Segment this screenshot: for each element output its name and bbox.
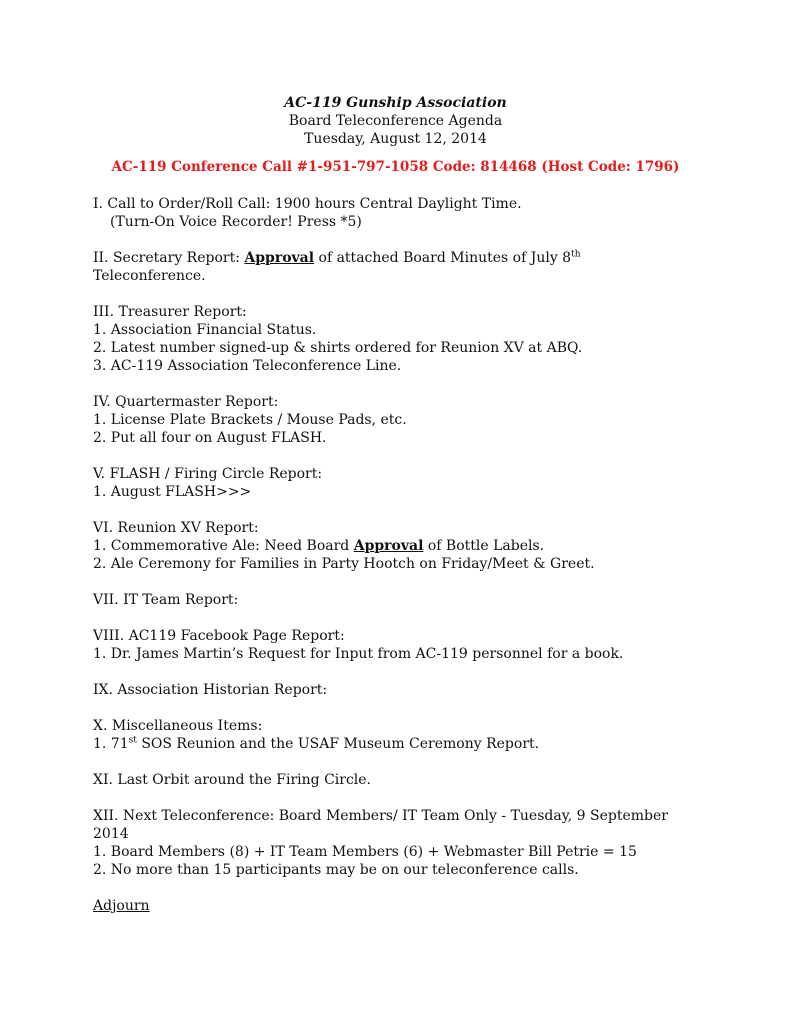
section-next-teleconference [93, 807, 733, 879]
text-fragment: 1. Commemorative Ale: Need Board [93, 538, 354, 554]
list-item: 1. Board Members (8) + IT Team Members (6) + Webmaster Bill Petrie = 15 [93, 844, 637, 860]
conference-call-line: AC-119 Conference Call #1-951-797-1058 Code: 814468 (Host Code: 1796) [111, 159, 680, 175]
association-title: AC-119 Gunship Association [284, 95, 507, 111]
section-heading: VI. Reunion XV Report: [93, 520, 259, 536]
list-item: 2. Ale Ceremony for Families in Party Hootch on Friday/Meet & Greet. [93, 556, 595, 572]
agenda-date: Tuesday, August 12, 2014 [304, 131, 487, 147]
superscript: st [128, 735, 137, 746]
section-heading: III. Treasurer Report: [93, 304, 247, 320]
section-reunion-report [93, 519, 733, 573]
section-heading: XII. Next Teleconference: Board Members/ IT Team Only - Tuesday, 9 September [93, 808, 668, 824]
agenda-body [93, 195, 733, 933]
section-heading-continued: 2014 [93, 826, 129, 842]
section-secretary-report [93, 249, 733, 285]
section-it-team-report [93, 591, 733, 609]
text-fragment: SOS Reunion and the USAF Museum Ceremony Report. [136, 736, 540, 752]
section-heading: IV. Quartermaster Report: [93, 394, 279, 410]
list-item: 3. AC-119 Association Teleconference Line. [93, 358, 402, 374]
list-item: 1. Association Financial Status. [93, 322, 317, 338]
section-line: I. Call to Order/Roll Call: 1900 hours Central Daylight Time. [93, 196, 522, 212]
section-line: (Turn-On Voice Recorder! Press *5) [110, 214, 362, 230]
superscript: th [571, 249, 581, 260]
section-flash-report [93, 465, 733, 501]
list-item: 1. August FLASH>>> [93, 484, 252, 500]
section-miscellaneous [93, 717, 733, 753]
section-heading: V. FLASH / Firing Circle Report: [93, 466, 323, 482]
section-heading [93, 249, 733, 267]
text-fragment: of Bottle Labels. [423, 538, 545, 554]
section-call-to-order [93, 195, 733, 231]
text-fragment: 1. 71 [93, 736, 129, 752]
text-fragment: II. Secretary Report: [93, 250, 245, 266]
section-facebook-report [93, 627, 733, 663]
section-heading: X. Miscellaneous Items: [93, 718, 263, 734]
approval-emphasis: Approval [244, 250, 315, 266]
section-heading: VII. IT Team Report: [93, 592, 239, 608]
approval-emphasis: Approval [353, 538, 424, 554]
section-last-orbit [93, 771, 733, 789]
section-heading: VIII. AC119 Facebook Page Report: [93, 628, 345, 644]
section-historian-report [93, 681, 733, 699]
text-fragment: of attached Board Minutes of July 8 [314, 250, 572, 266]
list-item: 1. Dr. James Martin’s Request for Input from AC-119 personnel for a book. [93, 646, 624, 662]
list-item: 2. Latest number signed-up & shirts ordered for Reunion XV at ABQ. [93, 340, 583, 356]
list-item [93, 735, 733, 753]
section-adjourn [93, 897, 733, 915]
section-heading: IX. Association Historian Report: [93, 682, 328, 698]
section-line: Teleconference. [93, 268, 206, 284]
list-item [93, 537, 733, 555]
section-heading: XI. Last Orbit around the Firing Circle. [93, 772, 372, 788]
section-treasurer-report [93, 303, 733, 375]
adjourn-label: Adjourn [93, 898, 150, 914]
list-item: 2. Put all four on August FLASH. [93, 430, 327, 446]
list-item: 1. License Plate Brackets / Mouse Pads, etc. [93, 412, 407, 428]
agenda-subtitle: Board Teleconference Agenda [288, 113, 503, 129]
section-quartermaster-report [93, 393, 733, 447]
list-item: 2. No more than 15 participants may be on our teleconference calls. [93, 862, 579, 878]
